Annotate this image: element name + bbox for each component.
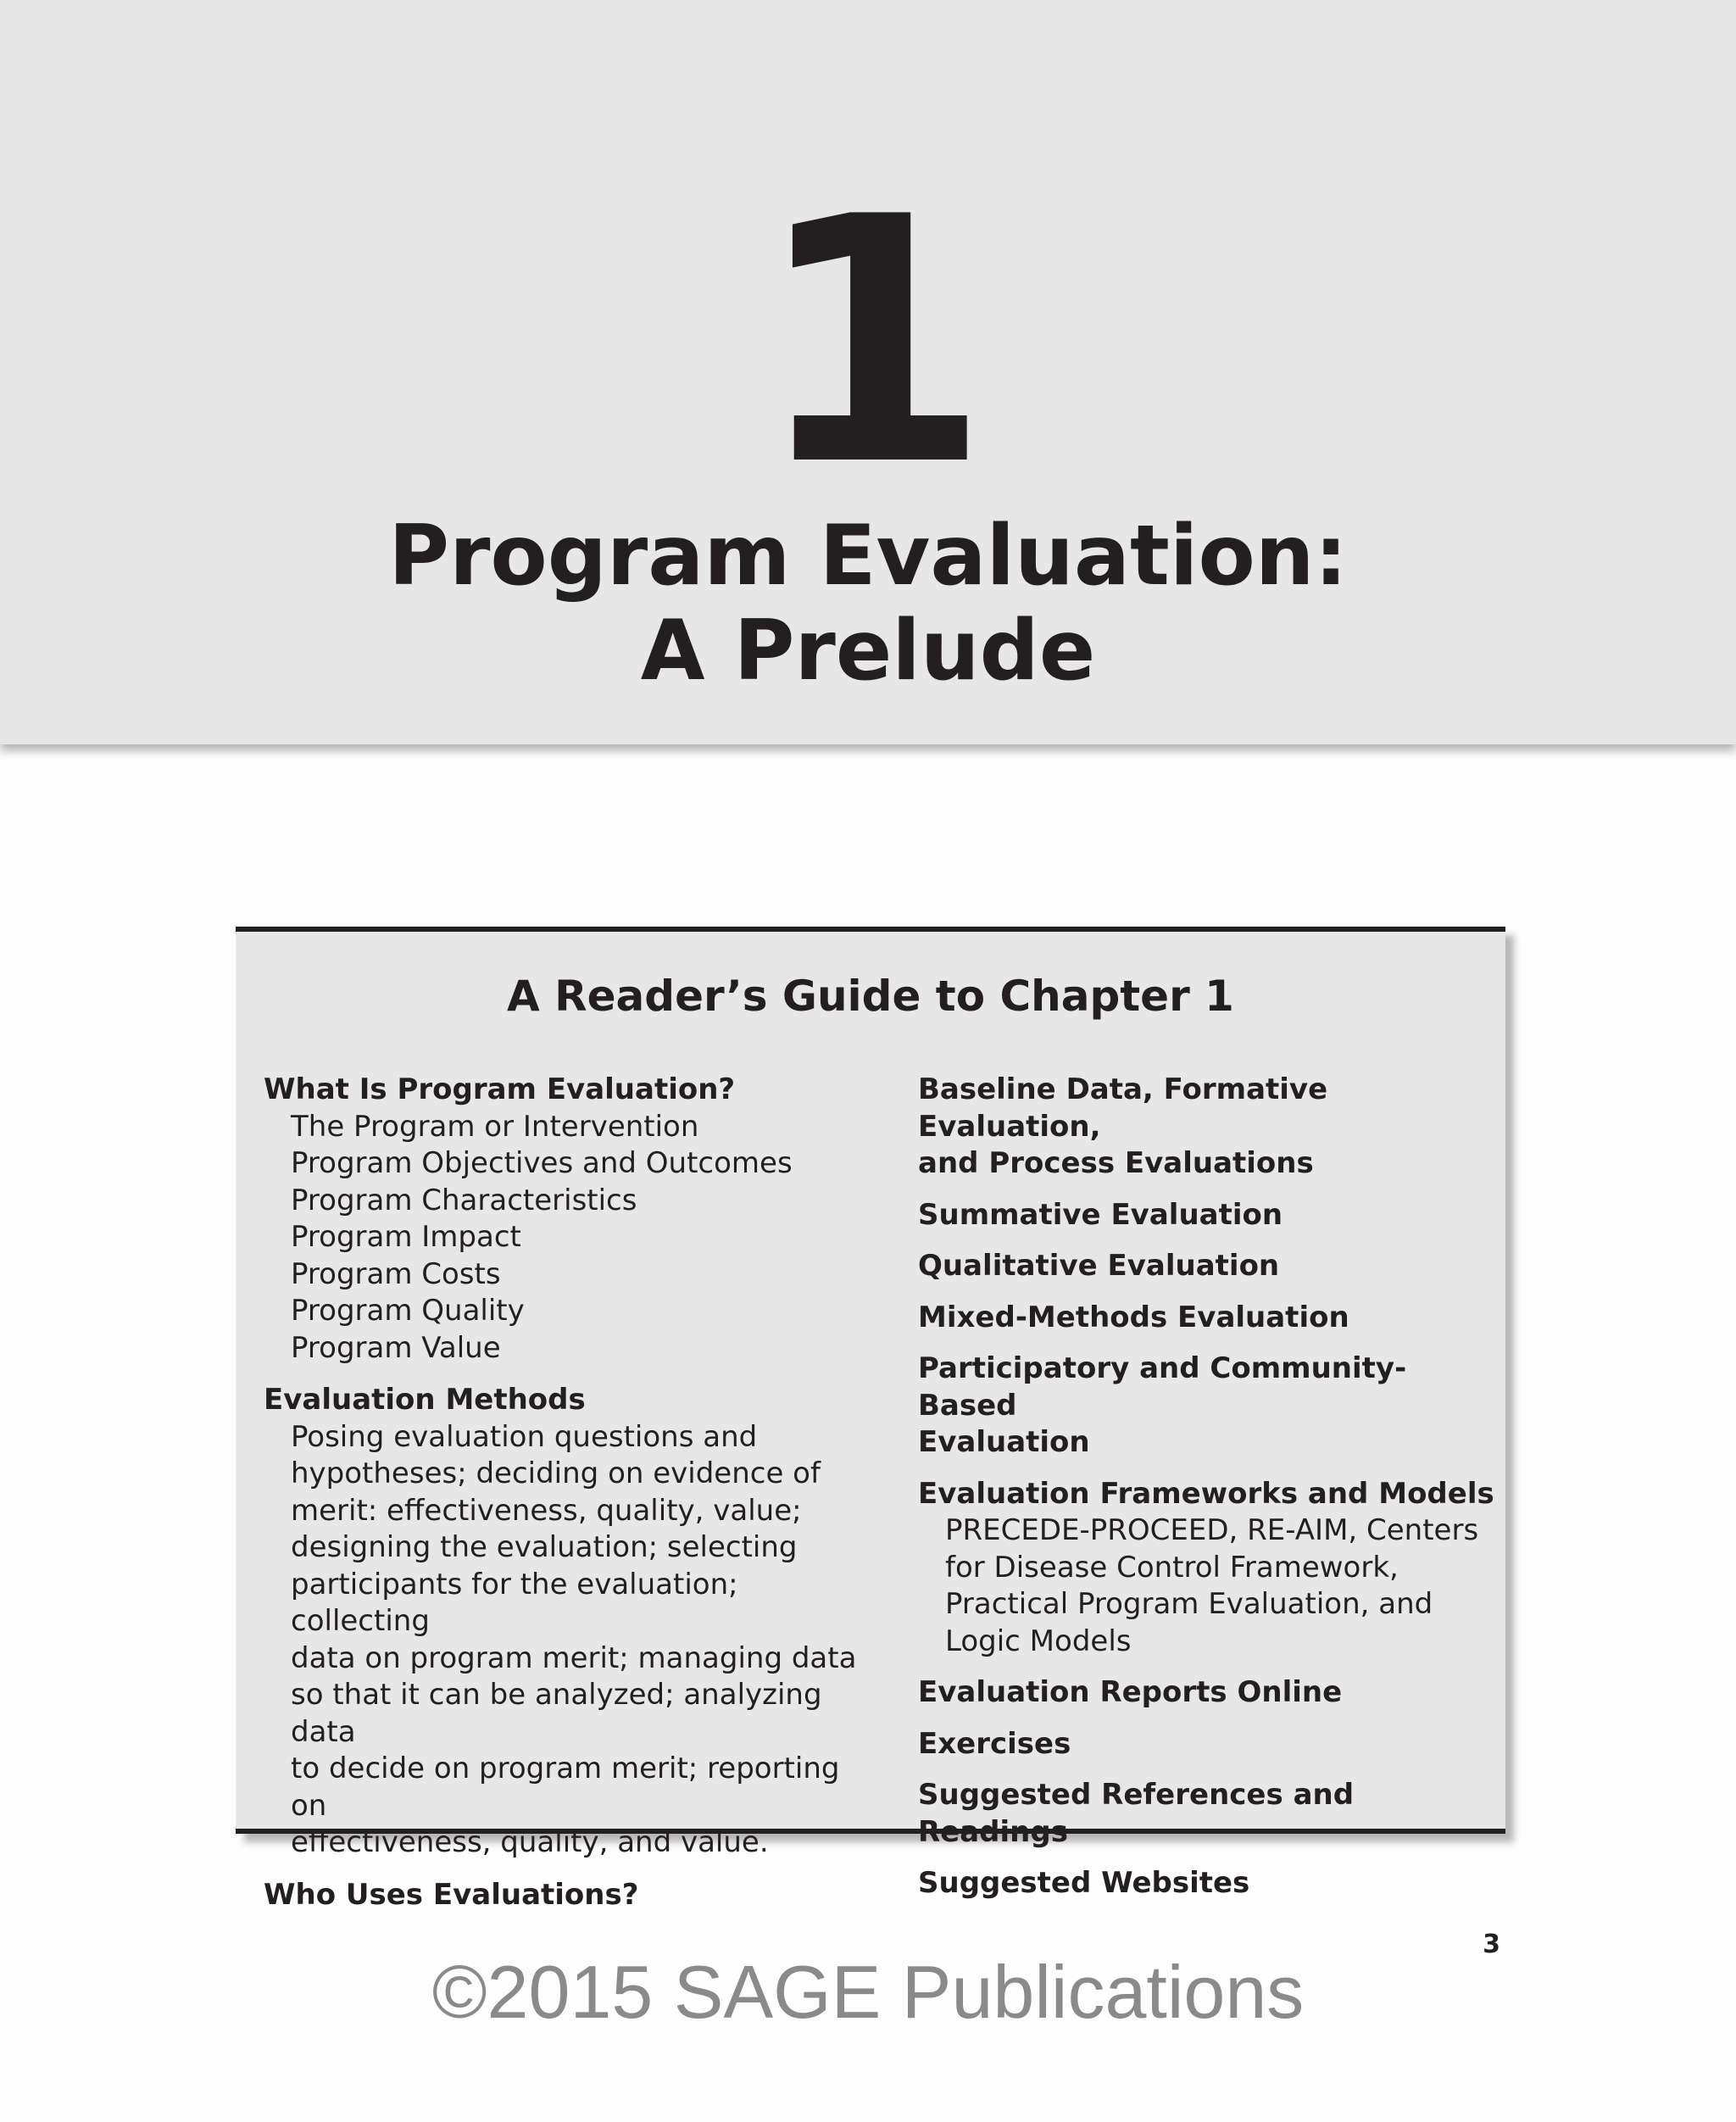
guide-subitem: Logic Models xyxy=(945,1624,1132,1658)
chapter-title-line-2: A Prelude xyxy=(640,603,1096,699)
guide-description-line: data on program merit; managing data xyxy=(291,1640,857,1675)
guide-description-line: to decide on program merit; reporting on xyxy=(291,1752,840,1823)
guide-left-column xyxy=(264,1072,882,1913)
guide-description-line: participants for the evaluation; collecting xyxy=(291,1567,738,1638)
guide-heading: What Is Program Evaluation? xyxy=(264,1072,736,1106)
readers-guide-box xyxy=(236,927,1505,1912)
guide-description-line: merit: effectiveness, quality, value; xyxy=(291,1493,802,1528)
guide-heading: Qualitative Evaluation xyxy=(918,1249,1280,1283)
chapter-title xyxy=(0,509,1736,699)
guide-heading: Evaluation Frameworks and Models xyxy=(918,1476,1494,1511)
guide-subitem: Program Quality xyxy=(291,1294,525,1328)
guide-subitem: for Disease Control Framework, xyxy=(945,1550,1399,1585)
copyright-watermark: ©2015 SAGE Publications xyxy=(431,1950,1305,2034)
guide-heading: Suggested Websites xyxy=(918,1866,1250,1900)
guide-description-line: designing the evaluation; selecting xyxy=(291,1530,798,1564)
guide-heading: and Process Evaluations xyxy=(918,1146,1314,1180)
guide-heading: Exercises xyxy=(918,1726,1071,1761)
guide-subitem: Program Characteristics xyxy=(291,1183,637,1217)
guide-heading: Suggested References and Readings xyxy=(918,1778,1355,1849)
guide-subitem: Program Impact xyxy=(291,1220,521,1254)
guide-heading: Evaluation Methods xyxy=(264,1383,586,1417)
guide-right-column xyxy=(918,1072,1494,1902)
guide-subitem: Program Costs xyxy=(291,1256,501,1291)
guide-description-line: hypotheses; deciding on evidence of xyxy=(291,1456,821,1490)
guide-heading: Baseline Data, Formative Evaluation, xyxy=(918,1072,1328,1144)
guide-heading: Mixed-Methods Evaluation xyxy=(918,1300,1349,1334)
guide-subitem: PRECEDE-PROCEED, RE-AIM, Centers xyxy=(945,1513,1479,1547)
chapter-title-line-1: Program Evaluation: xyxy=(388,508,1348,604)
guide-description-line: so that it can be analyzed; analyzing data xyxy=(291,1678,822,1749)
guide-heading: Evaluation Reports Online xyxy=(918,1675,1343,1709)
page-number: 3 xyxy=(1483,1930,1500,1959)
guide-heading: Participatory and Community-Based xyxy=(918,1351,1407,1423)
guide-heading: Summative Evaluation xyxy=(918,1197,1283,1232)
readers-guide-title: A Reader’s Guide to Chapter 1 xyxy=(507,972,1234,1021)
guide-heading: Who Uses Evaluations? xyxy=(264,1877,639,1912)
guide-subitem: Practical Program Evaluation, and xyxy=(945,1587,1433,1621)
guide-subitem: Program Objectives and Outcomes xyxy=(291,1146,793,1180)
guide-subitem: Program Value xyxy=(291,1330,501,1365)
guide-description-line: Posing evaluation questions and xyxy=(291,1419,758,1454)
guide-description-line: effectiveness, quality, and value. xyxy=(291,1825,769,1859)
guide-subitem: The Program or Intervention xyxy=(291,1109,699,1144)
chapter-header xyxy=(0,0,1736,744)
chapter-number: 1 xyxy=(754,146,982,540)
guide-heading: Evaluation xyxy=(918,1425,1090,1459)
